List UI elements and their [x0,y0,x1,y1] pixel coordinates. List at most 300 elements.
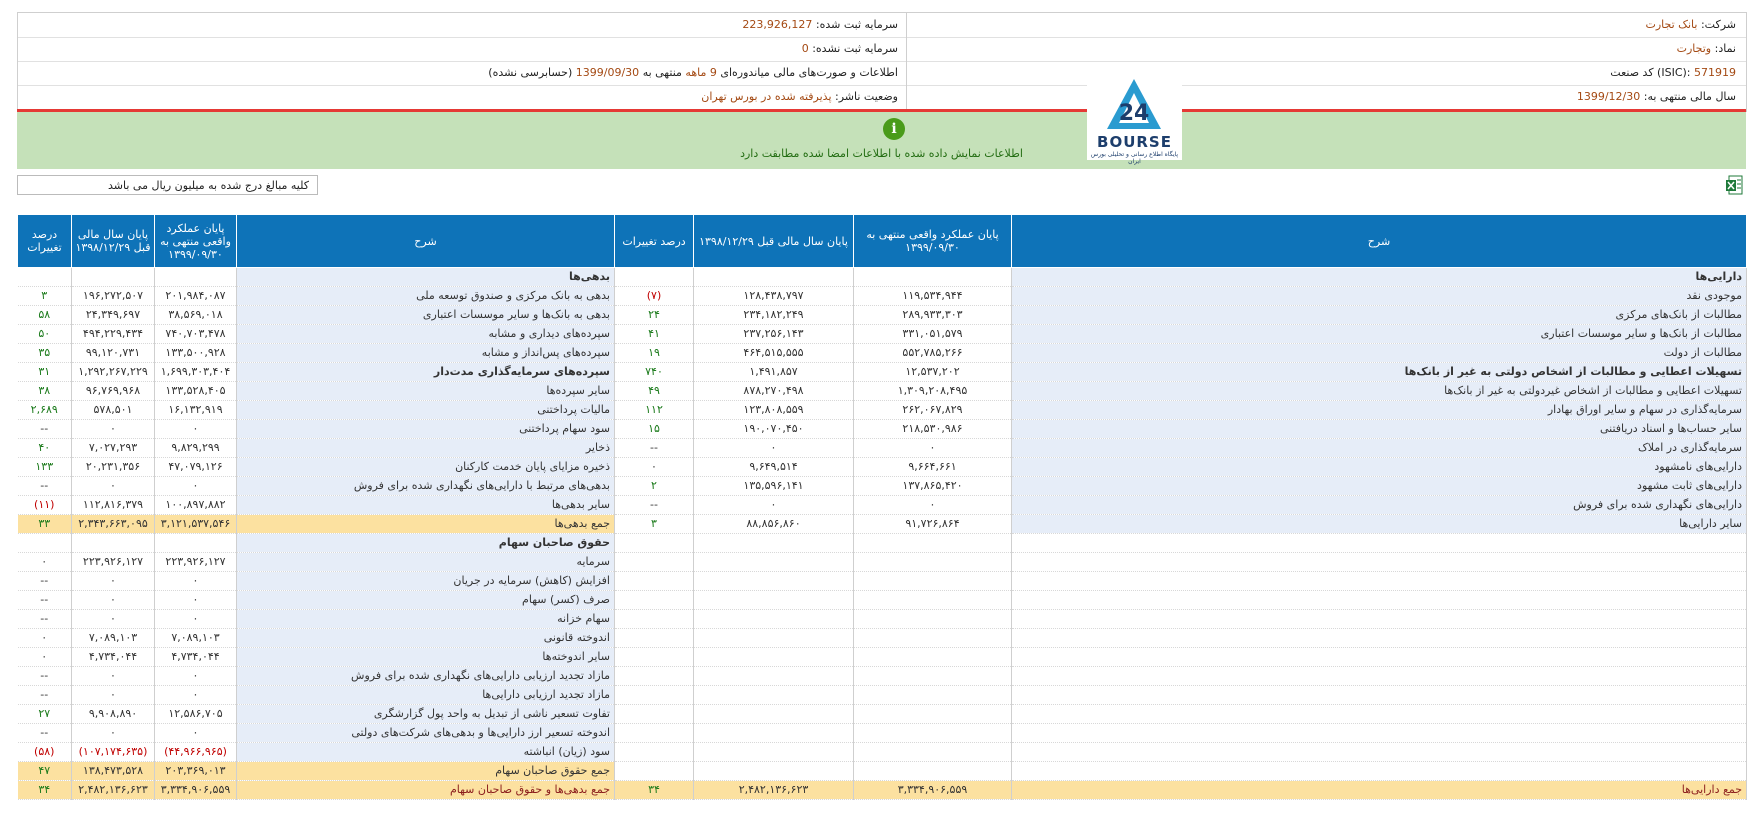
liabilities-previous-cell: ۰ [72,591,155,610]
assets-empty-cell [1012,667,1747,686]
assets-empty-cell [694,572,854,591]
assets-desc-cell: دارایی‌ها [1012,268,1747,287]
liabilities-desc-cell: بدهی به بانک مرکزی و صندوق توسعه ملی [237,287,615,306]
registered-capital-label: سرمایه ثبت شده: [815,18,898,31]
company-row [906,13,1746,37]
assets-current-cell: ۱۲,۵۳۷,۲۰۲ [854,363,1012,382]
assets-change-cell: ۱۹ [615,344,694,363]
liabilities-desc-cell: سود سهام پرداختنی [237,420,615,439]
assets-current-cell: ۲۶۲,۰۶۷,۸۲۹ [854,401,1012,420]
liabilities-current-cell: ۱۲,۵۸۶,۷۰۵ [155,705,237,724]
liabilities-current-cell: ۲۰۱,۹۸۴,۰۸۷ [155,287,237,306]
assets-current-cell: ۱۱۹,۵۳۴,۹۴۴ [854,287,1012,306]
assets-empty-cell [854,629,1012,648]
company-label: شرکت: [1700,18,1736,31]
liabilities-change-cell: ۳۸ [18,382,72,401]
assets-empty-cell [1012,743,1747,762]
table-row [18,534,1747,553]
liabilities-previous-cell: ۱۱۲,۸۱۶,۳۷۹ [72,496,155,515]
assets-previous-cell: ۱۲۸,۴۳۸,۷۹۷ [694,287,854,306]
assets-empty-cell [694,534,854,553]
assets-empty-cell [615,686,694,705]
assets-desc-cell: موجودی نقد [1012,287,1747,306]
assets-previous-cell: ۱۹۰,۰۷۰,۴۵۰ [694,420,854,439]
liabilities-previous-cell: ۹۹,۱۲۰,۷۳۱ [72,344,155,363]
assets-desc-cell: سایر حساب‌ها و اسناد دریافتنی [1012,420,1747,439]
assets-desc-cell: تسهیلات اعطایی و مطالبات از اشخاص دولتی به غیر از بانک‌ها [1012,363,1747,382]
liabilities-current-cell: ۴۷,۰۷۹,۱۲۶ [155,458,237,477]
assets-total-change-cell: ۳۴ [615,781,694,800]
publisher-row [18,85,906,109]
table-row [18,743,1747,762]
liabilities-change-cell: ۲,۶۸۹ [18,401,72,420]
liabilities-previous-cell: ۵۷۸,۵۰۱ [72,401,155,420]
assets-empty-cell [1012,762,1747,781]
assets-change-cell: (۷) [615,287,694,306]
liabilities-previous-cell: ۹,۹۰۸,۸۹۰ [72,705,155,724]
assets-current-cell: ۳۳۱,۰۵۱,۵۷۹ [854,325,1012,344]
liabilities-current-cell: ۴,۷۳۴,۰۴۴ [155,648,237,667]
assets-empty-cell [1012,553,1747,572]
bourse-logo-mark [1087,75,1182,135]
assets-current-cell: ۹,۶۶۴,۶۶۱ [854,458,1012,477]
isic-value: 571919 [1694,66,1736,79]
report-date: 1399/09/30 [575,66,640,79]
assets-empty-cell [694,591,854,610]
liabilities-change-cell [18,534,72,553]
liabilities-desc-cell: سپرده‌های پس‌انداز و مشابه [237,344,615,363]
report-mid: منتهی به [642,66,682,79]
liabilities-previous-cell: ۱۹۶,۲۷۲,۵۰۷ [72,287,155,306]
assets-empty-cell [694,553,854,572]
assets-empty-cell [1012,648,1747,667]
liabilities-current-cell: ۰ [155,572,237,591]
table-row [18,724,1747,743]
liabilities-current-cell: ۱۶,۱۳۲,۹۱۹ [155,401,237,420]
liabilities-change-cell: -- [18,477,72,496]
liabilities-desc-cell: سپرده‌های سرمایه‌گذاری مدت‌دار [237,363,615,382]
liabilities-change-cell: ۴۷ [18,762,72,781]
assets-empty-cell [615,743,694,762]
assets-previous-cell: ۱,۴۹۱,۸۵۷ [694,363,854,382]
liabilities-previous-cell: ۱۳۸,۴۷۳,۵۲۸ [72,762,155,781]
report-prefix: اطلاعات و صورت‌های مالی میاندوره‌ای [720,66,898,79]
symbol-value[interactable]: وتجارت [1676,42,1712,55]
liabilities-change-cell: -- [18,591,72,610]
liabilities-current-cell: ۱۳۳,۵۰۰,۹۲۸ [155,344,237,363]
liabilities-previous-cell: ۹۶,۷۶۹,۹۶۸ [72,382,155,401]
liabilities-previous-cell: ۲۰,۲۳۱,۳۵۶ [72,458,155,477]
liabilities-change-cell: ۱۳۳ [18,458,72,477]
assets-previous-cell: ۴۶۴,۵۱۵,۵۵۵ [694,344,854,363]
liabilities-current-cell: ۷۴۰,۷۰۳,۴۷۸ [155,325,237,344]
symbol-row [906,37,1746,61]
assets-empty-cell [1012,610,1747,629]
assets-desc-cell: مطالبات از بانک‌ها و سایر موسسات اعتباری [1012,325,1747,344]
table-row [18,363,1747,382]
assets-empty-cell [854,553,1012,572]
liabilities-desc-cell: جمع حقوق صاحبان سهام [237,762,615,781]
assets-previous-cell: ۰ [694,496,854,515]
liabilities-previous-cell: (۱۰۷,۱۷۴,۶۳۵) [72,743,155,762]
liabilities-change-cell: ۴۰ [18,439,72,458]
assets-change-cell: ۰ [615,458,694,477]
table-row [18,382,1747,401]
liabilities-current-cell [155,268,237,287]
assets-previous-cell: ۱۳۵,۵۹۶,۱۴۱ [694,477,854,496]
assets-desc-cell: مطالبات از بانک‌های مرکزی [1012,306,1747,325]
table-row [18,515,1747,534]
liabilities-previous-cell: ۰ [72,420,155,439]
liabilities-change-cell: -- [18,686,72,705]
verification-message: اطلاعات نمایش داده شده با اطلاعات امضا شده مطابقت دارد [740,147,1023,160]
info-icon: i [883,118,905,140]
assets-empty-cell [615,648,694,667]
unit-note: کلیه مبالغ درج شده به میلیون ریال می باشد [17,175,318,195]
assets-empty-cell [1012,705,1747,724]
liabilities-desc-header: شرح [237,215,615,268]
liabilities-change-cell: ۰ [18,629,72,648]
liabilities-desc-cell: تفاوت تسعیر ناشی از تبدیل به واحد پول گزارشگری [237,705,615,724]
assets-empty-cell [1012,534,1747,553]
liabilities-change-cell: ۵۰ [18,325,72,344]
liabilities-change-cell: -- [18,610,72,629]
liabilities-change-cell: ۳۳ [18,515,72,534]
assets-current-cell [854,268,1012,287]
table-header-row [18,215,1747,268]
assets-empty-cell [694,762,854,781]
assets-current-cell: ۰ [854,496,1012,515]
assets-current-cell: ۵۵۲,۷۸۵,۲۶۶ [854,344,1012,363]
liabilities-current-cell: ۳,۱۲۱,۵۳۷,۵۴۶ [155,515,237,534]
assets-total-previous-cell: ۲,۴۸۲,۱۳۶,۶۲۳ [694,781,854,800]
liabilities-desc-cell: بدهی‌ها [237,268,615,287]
liabilities-previous-cell: ۴۹۴,۲۲۹,۴۳۴ [72,325,155,344]
table-row [18,629,1747,648]
table-row [18,572,1747,591]
assets-empty-cell [615,762,694,781]
assets-current-cell: ۹۱,۷۲۶,۸۶۴ [854,515,1012,534]
assets-desc-cell: دارایی‌های ثابت مشهود [1012,477,1747,496]
liabilities-current-cell: ۱,۶۹۹,۳۰۳,۴۰۴ [155,363,237,382]
table-row [18,325,1747,344]
assets-change-cell: -- [615,496,694,515]
assets-change-cell: ۲ [615,477,694,496]
assets-previous-cell: ۲۳۷,۲۵۶,۱۴۳ [694,325,854,344]
assets-empty-cell [694,667,854,686]
liabilities-previous-cell: ۷,۰۸۹,۱۰۳ [72,629,155,648]
liabilities-current-cell: ۳۸,۵۶۹,۰۱۸ [155,306,237,325]
grand-total-current-cell: ۳,۳۳۴,۹۰۶,۵۵۹ [155,781,237,800]
liabilities-current-cell: ۱۰۰,۸۹۷,۸۸۲ [155,496,237,515]
assets-empty-cell [854,591,1012,610]
symbol-label: نماد: [1714,42,1736,55]
assets-change-cell: ۱۵ [615,420,694,439]
liabilities-current-cell: ۲۲۳,۹۲۶,۱۲۷ [155,553,237,572]
assets-change-cell: ۱۱۲ [615,401,694,420]
liabilities-change-cell: (۱۱) [18,496,72,515]
assets-empty-cell [854,762,1012,781]
report-row [18,61,906,85]
assets-desc-cell: سرمایه‌گذاری در سهام و سایر اوراق بهادار [1012,401,1747,420]
liabilities-desc-cell: سپرده‌های دیداری و مشابه [237,325,615,344]
assets-empty-cell [615,667,694,686]
logo-caption: پایگاه اطلاع رسانی و تحلیلی بورس ایران [1090,151,1179,165]
unregistered-capital-value: 0 [801,42,809,55]
assets-current-cell: ۲۱۸,۵۳۰,۹۸۶ [854,420,1012,439]
liabilities-desc-cell: سایر بدهی‌ها [237,496,615,515]
assets-desc-cell: دارایی‌های نگهداری شده برای فروش [1012,496,1747,515]
liabilities-change-cell [18,268,72,287]
liabilities-change-cell: -- [18,572,72,591]
publisher-label: وضعیت ناشر: [835,90,898,103]
liabilities-desc-cell: سود (زیان) انباشته [237,743,615,762]
assets-empty-cell [694,686,854,705]
fiscal-value: 1399/12/30 [1576,90,1641,103]
assets-current-cell: ۰ [854,439,1012,458]
assets-empty-cell [694,724,854,743]
liabilities-previous-cell: ۲,۳۴۳,۶۶۳,۰۹۵ [72,515,155,534]
liabilities-desc-cell: بدهی به بانک‌ها و سایر موسسات اعتباری [237,306,615,325]
liabilities-previous-cell [72,534,155,553]
table-row [18,344,1747,363]
liabilities-current-cell: ۰ [155,477,237,496]
unregistered-capital-label: سرمایه ثبت نشده: [812,42,898,55]
assets-change-cell [615,268,694,287]
liabilities-desc-cell: سایر اندوخته‌ها [237,648,615,667]
grand-total-previous-cell: ۲,۴۸۲,۱۳۶,۶۲۳ [72,781,155,800]
liabilities-desc-cell: مازاد تجدید ارزیابی دارایی‌ها [237,686,615,705]
assets-previous-cell: ۸۸,۸۵۶,۸۶۰ [694,515,854,534]
company-info-panel [17,12,1747,112]
liabilities-current-cell: ۰ [155,724,237,743]
assets-empty-cell [694,743,854,762]
assets-desc-cell: سایر دارایی‌ها [1012,515,1747,534]
liabilities-change-cell: -- [18,420,72,439]
liabilities-current-header: پایان عملکرد واقعی منتهی به ۱۳۹۹/۰۹/۳۰ [155,215,237,268]
liabilities-desc-cell: اندوخته تسعیر ارز دارایی‌ها و بدهی‌های شرکت‌های دولتی [237,724,615,743]
liabilities-current-cell: ۰ [155,420,237,439]
liabilities-desc-cell: اندوخته قانونی [237,629,615,648]
fiscal-row [906,85,1746,109]
assets-previous-cell: ۲۳۴,۱۸۲,۲۴۹ [694,306,854,325]
liabilities-desc-cell: افزایش (کاهش) سرمایه در جریان [237,572,615,591]
table-row [18,553,1747,572]
assets-empty-cell [854,610,1012,629]
liabilities-change-cell: ۰ [18,648,72,667]
assets-empty-cell [854,572,1012,591]
assets-change-header: درصد تغییرات [615,215,694,268]
liabilities-current-cell: ۰ [155,591,237,610]
assets-empty-cell [854,724,1012,743]
assets-empty-cell [615,553,694,572]
assets-empty-cell [694,648,854,667]
assets-empty-cell [615,591,694,610]
assets-empty-cell [1012,724,1747,743]
liabilities-current-cell: ۰ [155,686,237,705]
assets-empty-cell [854,648,1012,667]
liabilities-desc-cell: مازاد تجدید ارزیابی دارایی‌های نگهداری شده برای فروش [237,667,615,686]
liabilities-desc-cell: سهام خزانه [237,610,615,629]
unregistered-capital-row [18,37,906,61]
liabilities-current-cell: ۲۰۳,۳۶۹,۰۱۳ [155,762,237,781]
liabilities-desc-cell: مالیات پرداختنی [237,401,615,420]
assets-change-cell: ۷۴۰ [615,363,694,382]
assets-empty-cell [1012,686,1747,705]
logo-word: BOURSE [1097,133,1172,151]
liabilities-current-cell: ۷,۰۸۹,۱۰۳ [155,629,237,648]
liabilities-previous-cell: ۲۲۳,۹۲۶,۱۲۷ [72,553,155,572]
assets-change-cell: -- [615,439,694,458]
assets-empty-cell [615,629,694,648]
assets-previous-header: پایان سال مالی قبل ۱۳۹۸/۱۲/۲۹ [694,215,854,268]
table-row [18,458,1747,477]
assets-previous-cell: ۹,۶۴۹,۵۱۴ [694,458,854,477]
liabilities-change-cell: ۳۱ [18,363,72,382]
assets-empty-cell [854,667,1012,686]
liabilities-previous-cell: ۰ [72,572,155,591]
liabilities-previous-cell: ۰ [72,686,155,705]
liabilities-previous-header: پایان سال مالی قبل ۱۳۹۸/۱۲/۲۹ [72,215,155,268]
table-row [18,610,1747,629]
assets-change-cell: ۴۱ [615,325,694,344]
verification-banner [17,112,1746,169]
isic-row [906,61,1746,85]
liabilities-change-cell: ۲۷ [18,705,72,724]
table-row [18,401,1747,420]
svg-text:24: 24 [1118,101,1150,126]
assets-empty-cell [615,705,694,724]
assets-desc-cell: مطالبات از دولت [1012,344,1747,363]
liabilities-current-cell: ۰ [155,610,237,629]
assets-change-cell: ۳ [615,515,694,534]
bourse-logo[interactable] [1087,75,1182,165]
table-row [18,477,1747,496]
liabilities-desc-cell: سرمایه [237,553,615,572]
liabilities-change-cell: -- [18,724,72,743]
table-row [18,439,1747,458]
liabilities-previous-cell: ۰ [72,724,155,743]
assets-empty-cell [694,705,854,724]
liabilities-change-header: درصد تغییرات [18,215,72,268]
balance-sheet-table [17,214,1747,800]
excel-export-icon[interactable] [1725,175,1743,195]
liabilities-previous-cell [72,268,155,287]
registered-capital-row [18,13,906,37]
assets-empty-cell [854,743,1012,762]
liabilities-current-cell: (۴۴,۹۶۶,۹۶۵) [155,743,237,762]
assets-desc-cell: دارایی‌های نامشهود [1012,458,1747,477]
table-body [18,268,1747,800]
table-row [18,591,1747,610]
assets-empty-cell [615,610,694,629]
assets-total-desc-cell: جمع دارایی‌ها [1012,781,1747,800]
assets-empty-cell [854,705,1012,724]
liabilities-current-cell [155,534,237,553]
table-row [18,686,1747,705]
assets-desc-cell: تسهیلات اعطایی و مطالبات از اشخاص غیردولتی به غیر از بانک‌ها [1012,382,1747,401]
assets-current-cell: ۱۳۷,۸۶۵,۴۲۰ [854,477,1012,496]
grand-total-change-cell: ۳۴ [18,781,72,800]
liabilities-change-cell: (۵۸) [18,743,72,762]
liabilities-desc-cell: ذخایر [237,439,615,458]
assets-current-header: پایان عملکرد واقعی منتهی به ۱۳۹۹/۰۹/۳۰ [854,215,1012,268]
liabilities-desc-cell: حقوق صاحبان سهام [237,534,615,553]
assets-empty-cell [854,534,1012,553]
isic-label: کد صنعت (ISIC): [1610,66,1691,79]
table-row [18,420,1747,439]
registered-capital-value: 223,926,127 [742,18,813,31]
liabilities-current-cell: ۱۳۳,۵۲۸,۴۰۵ [155,382,237,401]
liabilities-previous-cell: ۰ [72,667,155,686]
liabilities-change-cell: ۳ [18,287,72,306]
liabilities-desc-cell: ذخیره مزایای پایان خدمت کارکنان [237,458,615,477]
liabilities-change-cell: -- [18,667,72,686]
liabilities-desc-cell: صرف (کسر) سهام [237,591,615,610]
table-row [18,287,1747,306]
assets-desc-header: شرح [1012,215,1747,268]
table-row [18,496,1747,515]
table-row [18,268,1747,287]
liabilities-change-cell: ۰ [18,553,72,572]
assets-empty-cell [1012,629,1747,648]
liabilities-previous-cell: ۰ [72,477,155,496]
company-value[interactable]: بانک تجارت [1645,18,1698,31]
liabilities-desc-cell: جمع بدهی‌ها [237,515,615,534]
report-period: 9 ماهه [685,66,717,79]
assets-desc-cell: سرمایه‌گذاری در املاک [1012,439,1747,458]
liabilities-previous-cell: ۷,۰۲۷,۲۹۳ [72,439,155,458]
assets-total-current-cell: ۳,۳۳۴,۹۰۶,۵۵۹ [854,781,1012,800]
liabilities-desc-cell: سایر سپرده‌ها [237,382,615,401]
liabilities-current-cell: ۰ [155,667,237,686]
grand-total-row [18,781,1747,800]
assets-current-cell: ۲۸۹,۹۳۳,۳۰۳ [854,306,1012,325]
assets-previous-cell: ۸۷۸,۲۷۰,۴۹۸ [694,382,854,401]
publisher-status: پذیرفته شده در بورس تهران [701,90,832,103]
table-row [18,648,1747,667]
assets-current-cell: ۱,۳۰۹,۲۰۸,۴۹۵ [854,382,1012,401]
assets-previous-cell: ۱۲۳,۸۰۸,۵۵۹ [694,401,854,420]
assets-previous-cell [694,268,854,287]
fiscal-label: سال مالی منتهی به: [1643,90,1736,103]
assets-empty-cell [854,686,1012,705]
liabilities-previous-cell: ۰ [72,610,155,629]
table-row [18,762,1747,781]
table-row [18,667,1747,686]
assets-empty-cell [1012,572,1747,591]
assets-change-cell: ۴۹ [615,382,694,401]
assets-empty-cell [615,534,694,553]
report-suffix: (حسابرسی نشده) [488,66,573,79]
grand-total-desc-cell: جمع بدهی‌ها و حقوق صاحبان سهام [237,781,615,800]
assets-empty-cell [615,724,694,743]
liabilities-previous-cell: ۴,۷۳۴,۰۴۴ [72,648,155,667]
liabilities-current-cell: ۹,۸۲۹,۲۹۹ [155,439,237,458]
liabilities-change-cell: ۵۸ [18,306,72,325]
assets-change-cell: ۲۴ [615,306,694,325]
assets-empty-cell [1012,591,1747,610]
table-row [18,306,1747,325]
liabilities-change-cell: ۳۵ [18,344,72,363]
assets-empty-cell [694,610,854,629]
assets-previous-cell: ۰ [694,439,854,458]
liabilities-previous-cell: ۱,۲۹۲,۲۶۷,۲۲۹ [72,363,155,382]
assets-empty-cell [694,629,854,648]
liabilities-desc-cell: بدهی‌های مرتبط با دارایی‌های نگهداری شده برای فروش [237,477,615,496]
assets-empty-cell [615,572,694,591]
liabilities-previous-cell: ۲۴,۳۴۹,۶۹۷ [72,306,155,325]
